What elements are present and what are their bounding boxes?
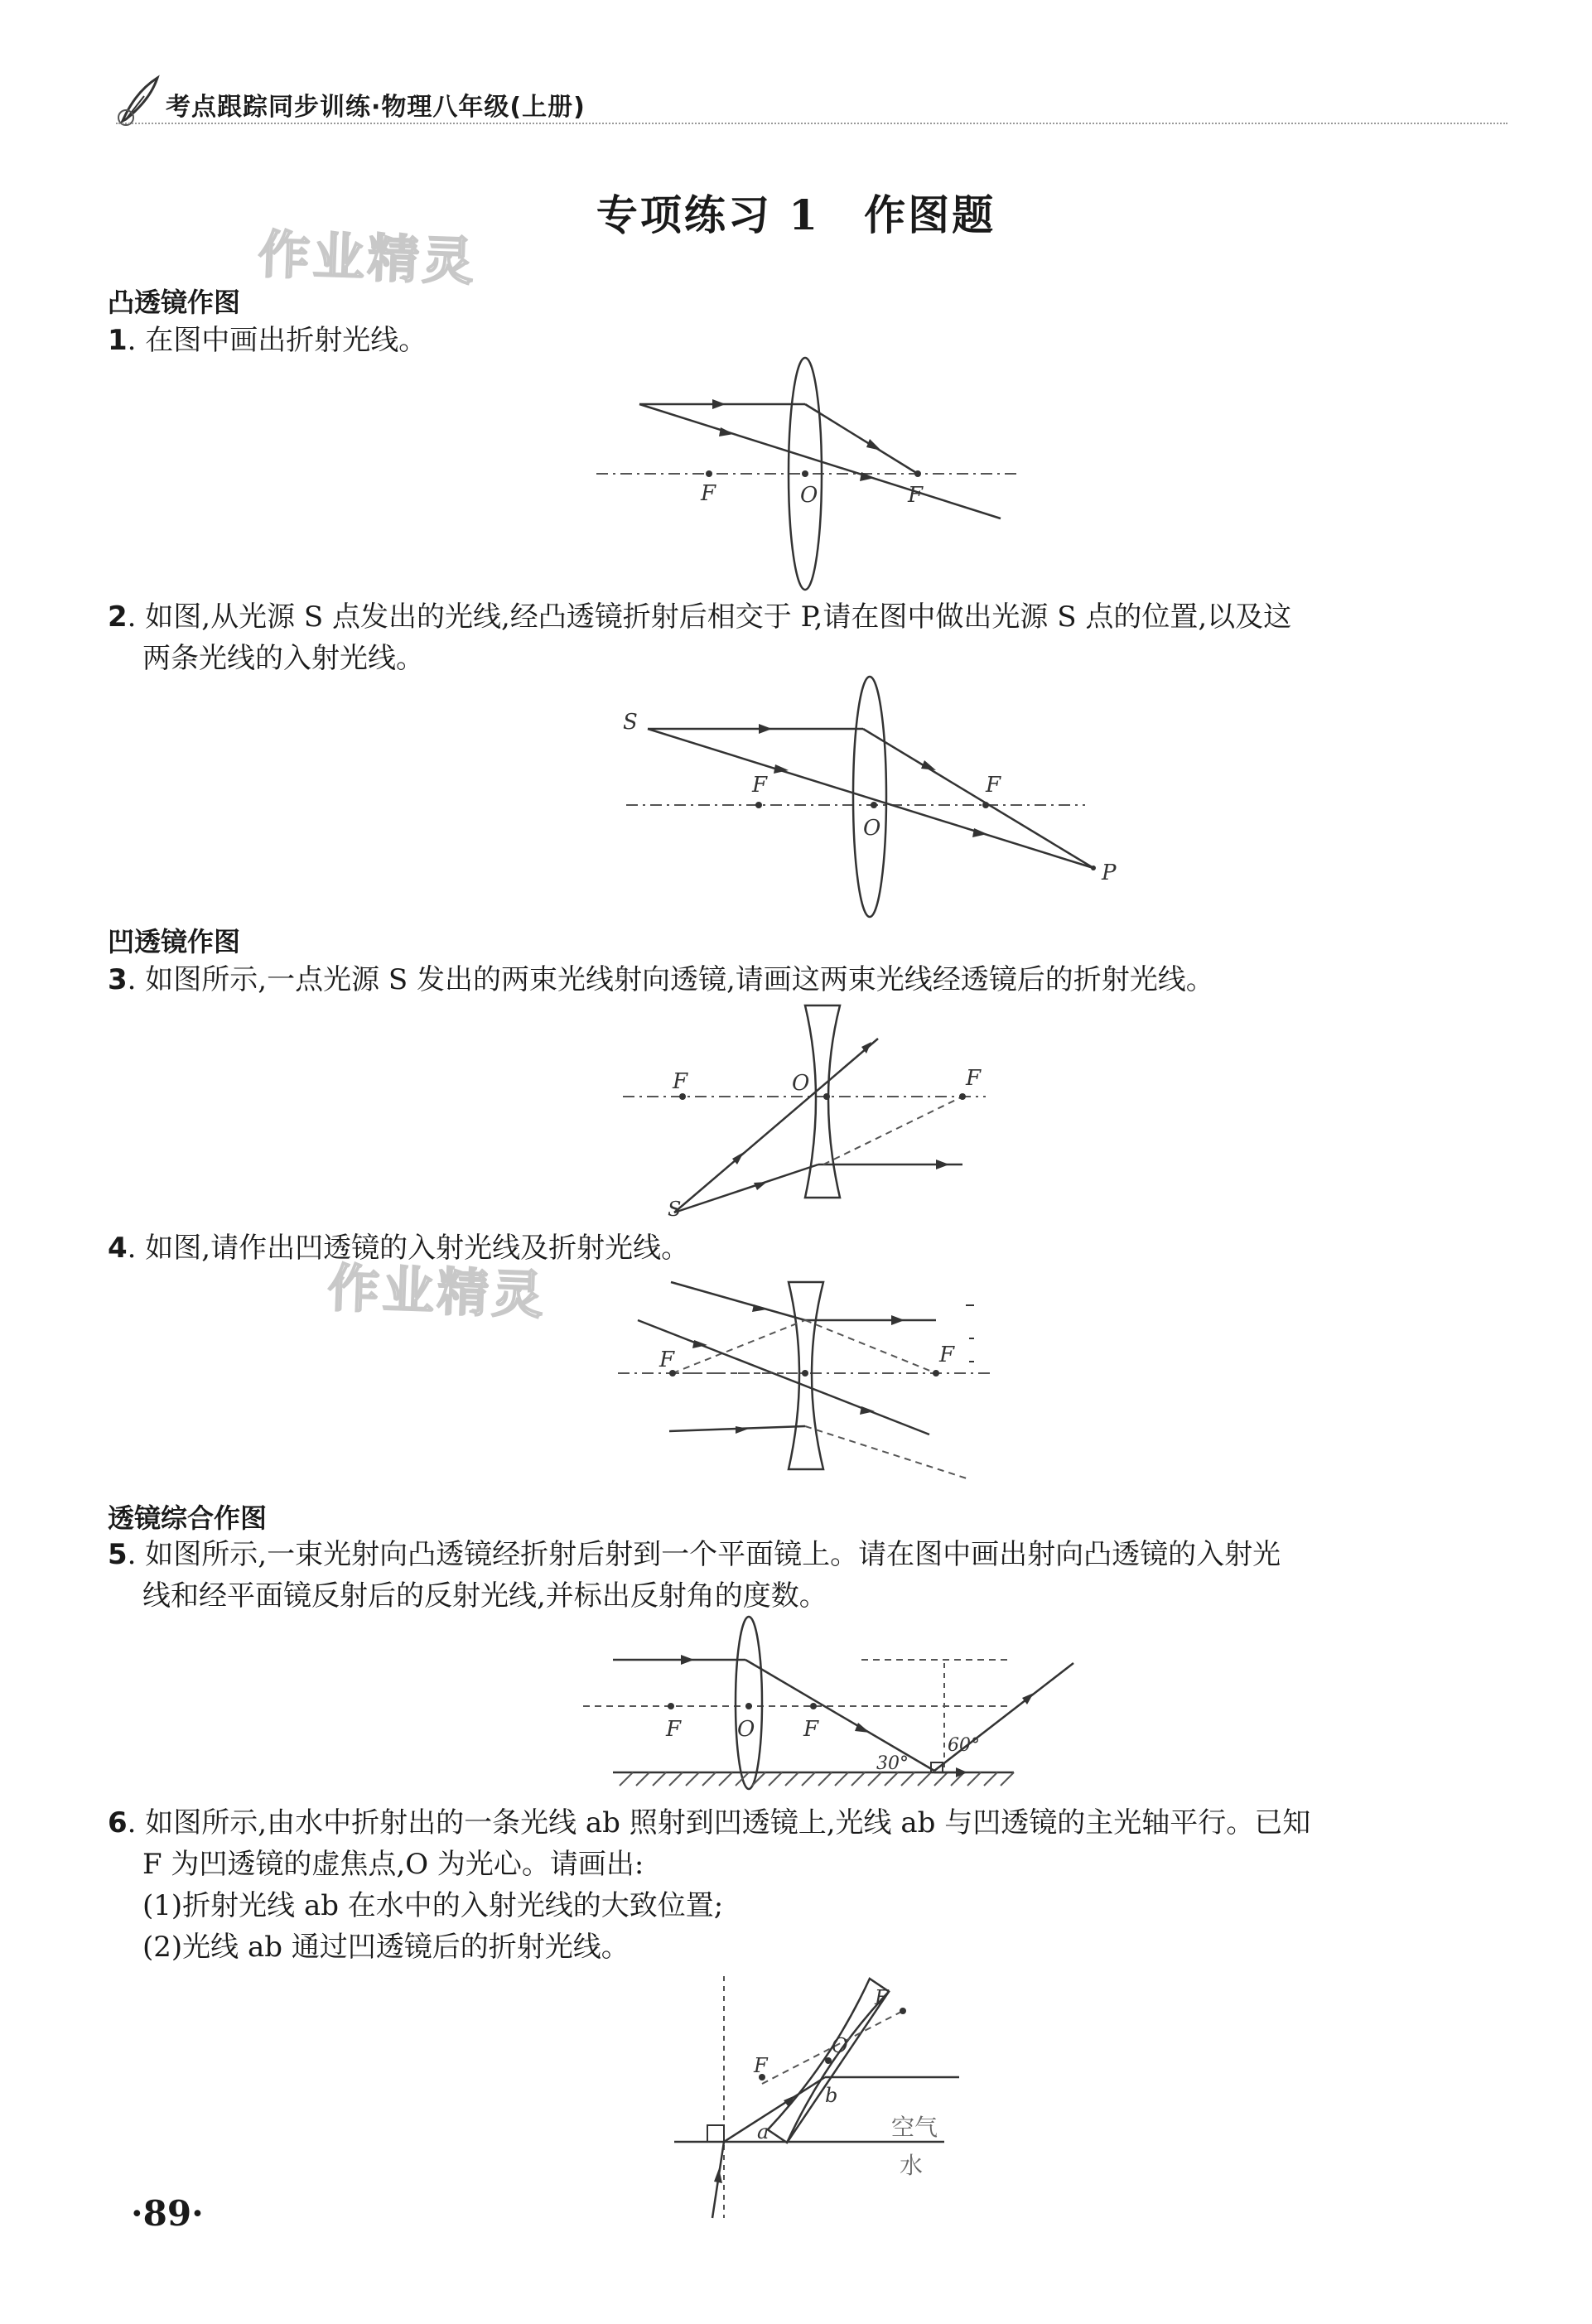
label-s: S (623, 710, 638, 735)
label-o: O (737, 1717, 755, 1742)
question-text-cont: 两条光线的入射光线。 (142, 642, 424, 675)
label-p: P (1102, 861, 1117, 885)
question-1 (108, 320, 1508, 361)
label-f-left: F (701, 481, 716, 506)
watermark: 作业精灵 (257, 224, 479, 292)
page-title: 专项练习 1 作图题 (596, 190, 996, 239)
section-combined-title: 透镜综合作图 (108, 1502, 268, 1534)
header-text: 考点跟踪同步训练·物理八年级(上册) (166, 93, 586, 122)
question-number: 3 (108, 963, 128, 996)
angle-label-30: 30° (876, 1753, 909, 1774)
feather-logo-icon (114, 73, 164, 126)
question-sub-1: (1)折射光线 ab 在水中的入射光线的大致位置; (142, 1889, 724, 1922)
figure-6-concave-lens-water (663, 1970, 994, 2226)
question-number: 1 (108, 324, 128, 357)
label-f-left: F (754, 2054, 768, 2077)
label-o: O (800, 483, 818, 508)
question-text: . 如图所示,由水中折射出的一条光线 ab 照射到凹透镜上,光线 ab 与凹透镜的主光轴平行。已知 (127, 1806, 1311, 1839)
question-5 (108, 1534, 1508, 1617)
label-f-right: F (803, 1717, 819, 1742)
label-o: O (832, 2034, 848, 2057)
label-f-top: F (875, 1986, 889, 2009)
question-3 (108, 959, 1508, 1000)
section-concave-title: 凹透镜作图 (108, 926, 241, 957)
label-f-right: F (939, 1343, 955, 1367)
label-f-left: F (659, 1348, 675, 1372)
label-f-left: F (666, 1717, 682, 1742)
angle-label-60: 60° (948, 1735, 980, 1756)
question-number: 4 (108, 1232, 128, 1265)
question-text: . 如图所示,一束光射向凸透镜经折射后射到一个平面镜上。请在图中画出射向凸透镜的入射光 (127, 1538, 1281, 1571)
question-4 (108, 1227, 1508, 1269)
label-f-right: F (986, 773, 1001, 798)
label-air: 空气 (891, 2114, 938, 2141)
label-f-left: F (673, 1069, 688, 1094)
figure-3-concave-lens (621, 999, 1002, 1222)
label-o: O (863, 816, 881, 841)
label-b: b (825, 2084, 838, 2107)
label-f-right: F (908, 483, 924, 508)
question-text: . 在图中画出折射光线。 (127, 324, 427, 357)
question-2 (108, 596, 1508, 679)
question-number: 6 (108, 1806, 128, 1839)
figure-5-convex-lens-mirror (583, 1613, 1080, 1806)
page-number: ·89· (131, 2193, 204, 2234)
question-text-cont: 线和经平面镜反射后的反射光线,并标出反射角的度数。 (142, 1579, 827, 1613)
label-f-left: F (752, 773, 768, 798)
label-s: S (668, 1198, 682, 1221)
question-text: . 如图所示,一点光源 S 发出的两束光线射向透镜,请画这两束光线经透镜后的折射光线。 (127, 963, 1214, 996)
question-sub-2: (2)光线 ab 通过凹透镜后的折射光线。 (142, 1931, 630, 1964)
question-number: 5 (108, 1538, 128, 1571)
label-water: 水 (900, 2152, 924, 2179)
question-text: . 如图,请作出凹透镜的入射光线及折射光线。 (127, 1232, 690, 1265)
figure-2-convex-lens (613, 673, 1126, 921)
section-convex-title: 凸透镜作图 (108, 287, 241, 318)
question-text-cont: F 为凹透镜的虚焦点,O 为光心。请画出: (142, 1848, 644, 1881)
question-text: . 如图,从光源 S 点发出的光线,经凸透镜折射后相交于 P,请在图中做出光源 S 点的位置,以及这 (127, 600, 1292, 634)
question-6 (108, 1802, 1508, 1968)
label-f-right: F (966, 1066, 982, 1091)
label-a: a (757, 2120, 769, 2143)
question-number: 2 (108, 600, 128, 634)
label-o: O (792, 1071, 810, 1096)
figure-1-convex-lens (596, 356, 1027, 596)
figure-4-concave-lens (613, 1275, 1002, 1499)
watermark: 作业精灵 (326, 1257, 548, 1326)
header-divider (116, 123, 1508, 124)
